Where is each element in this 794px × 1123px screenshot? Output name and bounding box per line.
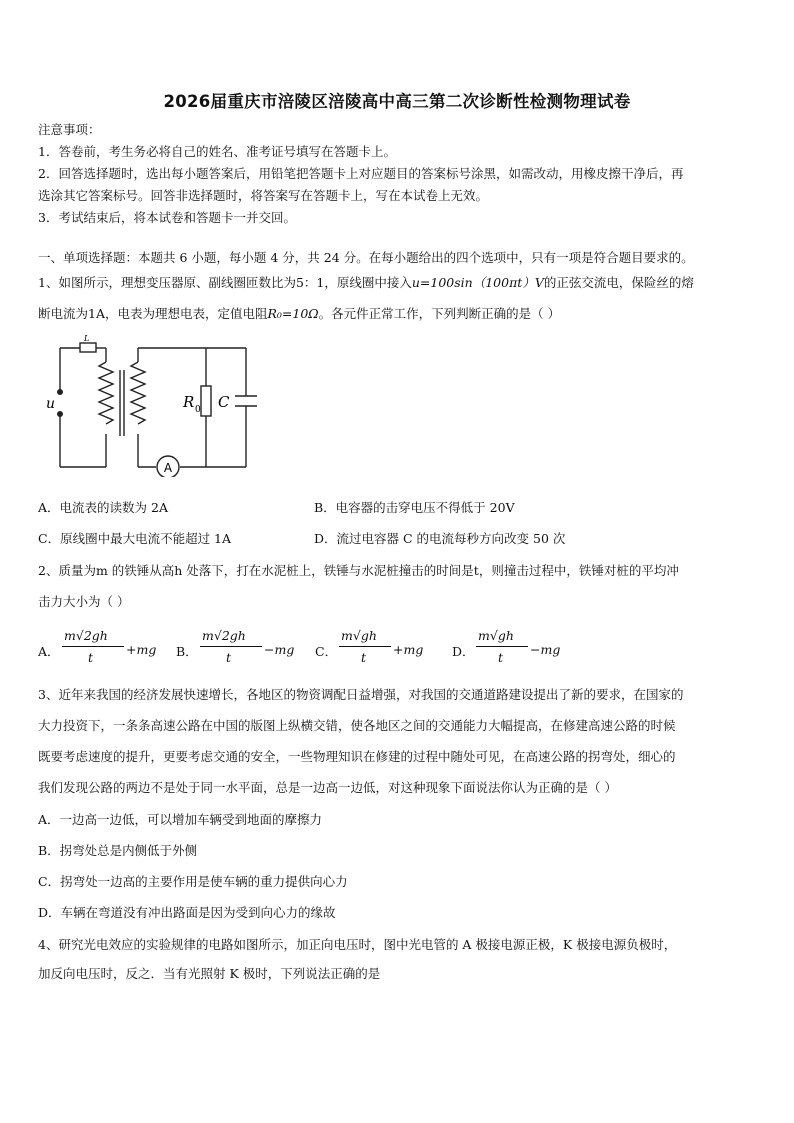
q2-option-c-label: C． [315,644,338,659]
q3-option-b: B．拐弯处总是内侧低于外侧 [38,843,198,858]
q2-option-a-tail: +mg [126,642,157,657]
q2-option-d-tail: −mg [530,642,561,657]
notice-item-3: 3．考试结束后，将本试卷和答题卡一并交回。 [38,210,296,225]
resistor-label: R [183,393,195,411]
q1-stem-text: 断电流为1A，电表为理想电表，定值电阻 [38,306,268,321]
q2-option-c-tail: +mg [393,642,424,657]
section-heading: 一、单项选择题：本题共 6 小题，每小题 4 分，共 24 分。在每小题给出的四个选项中，只有一项是符合题目要求的。 [38,250,694,265]
q2-option-a-numerator: m√2gh [64,628,108,643]
q2-stem-line1: 2、质量为m 的铁锤从高h 处落下，打在水泥桩上，铁锤与水泥桩撞击的时间是t，则撞击过程中，铁锤对桩的平均冲 [38,563,679,578]
q2-option-c [315,626,445,670]
q3-stem-line4: 我们发现公路的两边不是处于同一水平面，总是一边高一边低，对这种现象下面说法你认为正确的是（ ） [38,780,617,795]
secondary-coil [131,362,145,424]
q3-stem-line3: 既要考虑速度的提升，更要考虑交通的安全，一些物理知识在修建的过程中随处可见，在高速公路的拐弯处，细心的 [38,749,676,764]
q2-option-d-numerator: m√gh [478,628,514,643]
q3-stem-line1: 3、近年来我国的经济发展快速增长，各地区的物资调配日益增强，对我国的交通道路建设提出了新的要求，在国家的 [38,687,684,702]
q2-option-a-denominator: t [88,650,94,665]
q1-stem-line1 [38,275,694,291]
capacitor-label: C [218,393,230,411]
primary-coil [99,362,113,424]
resistor-symbol [201,386,211,416]
fuse-label: L [84,334,90,343]
q1-stem-text-end: 的正弦交流电，保险丝的熔 [543,275,694,290]
q2-option-d-label: D． [452,644,475,659]
q1-voltage-formula: u=100sin（100πt）V [411,275,544,290]
fuse-symbol [80,343,96,352]
resistor-subscript: 0 [195,405,201,415]
q3-option-c: C．拐弯处一边高的主要作用是使车辆的重力提供向心力 [38,874,348,889]
q2-option-d-denominator: t [498,650,504,665]
q3-stem-line2: 大力投资下，一条条高速公路在中国的版图上纵横交错，使各地区之间的交通能力大幅提高，在修建高速公路的时候 [38,718,676,733]
q2-option-b [176,626,306,670]
q1-stem-text-end: 。各元件正常工作，下列判断正确的是（ ） [318,306,561,321]
q2-option-a [38,626,168,670]
q1-circuit-diagram [40,332,272,477]
q1-stem-text: 1、如图所示，理想变压器原、副线圈匝数比为5：1，原线圈中接入 [38,275,412,290]
ammeter-label: A [163,461,173,475]
q2-option-d [452,626,582,670]
q1-option-b: B．电容器的击穿电压不得低于 20V [314,500,515,515]
q3-option-d: D．车辆在弯道没有冲出路面是因为受到向心力的缘故 [38,905,336,920]
notice-item-2-cont: 选涂其它答案标号。回答非选择题时，将答案写在答题卡上，写在本试卷上无效。 [38,188,489,203]
q2-option-c-denominator: t [361,650,367,665]
q2-option-b-label: B． [176,644,198,659]
q1-stem-line2 [38,306,560,322]
q1-option-d: D．流过电容器 C 的电流每秒方向改变 50 次 [314,531,566,546]
q4-stem-line2: 加反向电压时，反之．当有光照射 K 极时，下列说法正确的是 [38,966,381,981]
q1-option-a: A．电流表的读数为 2A [38,500,168,515]
q3-option-a: A．一边高一边低，可以增加车辆受到地面的摩擦力 [38,812,323,827]
q2-option-b-tail: −mg [264,642,295,657]
q2-option-c-numerator: m√gh [341,628,377,643]
q2-option-b-numerator: m√2gh [202,628,246,643]
source-label: u [46,396,56,412]
notice-item-2: 2．回答选择题时，选出每小题答案后，用铅笔把答题卡上对应题目的答案标号涂黑，如需改动，用橡皮擦干净后，再 [38,166,684,181]
notice-heading: 注意事项： [38,122,101,137]
q1-option-c: C．原线圈中最大电流不能超过 1A [38,531,232,546]
q1-resistor-formula: R₀=10Ω [267,306,319,321]
q4-stem-line1: 4、研究光电效应的实验规律的电路如图所示，加正向电压时，图中光电管的 A 极接电源正极，K 极接电源负极时， [38,937,677,952]
q2-option-b-denominator: t [226,650,232,665]
q2-option-a-label: A． [38,644,60,659]
q2-stem-line2: 击力大小为（ ） [38,594,130,609]
page-title: 2026届重庆市涪陵区涪陵高中高三第二次诊断性检测物理试卷 [163,92,631,111]
notice-item-1: 1．答卷前，考生务必将自己的姓名、准考证号填写在答题卡上。 [38,144,396,159]
